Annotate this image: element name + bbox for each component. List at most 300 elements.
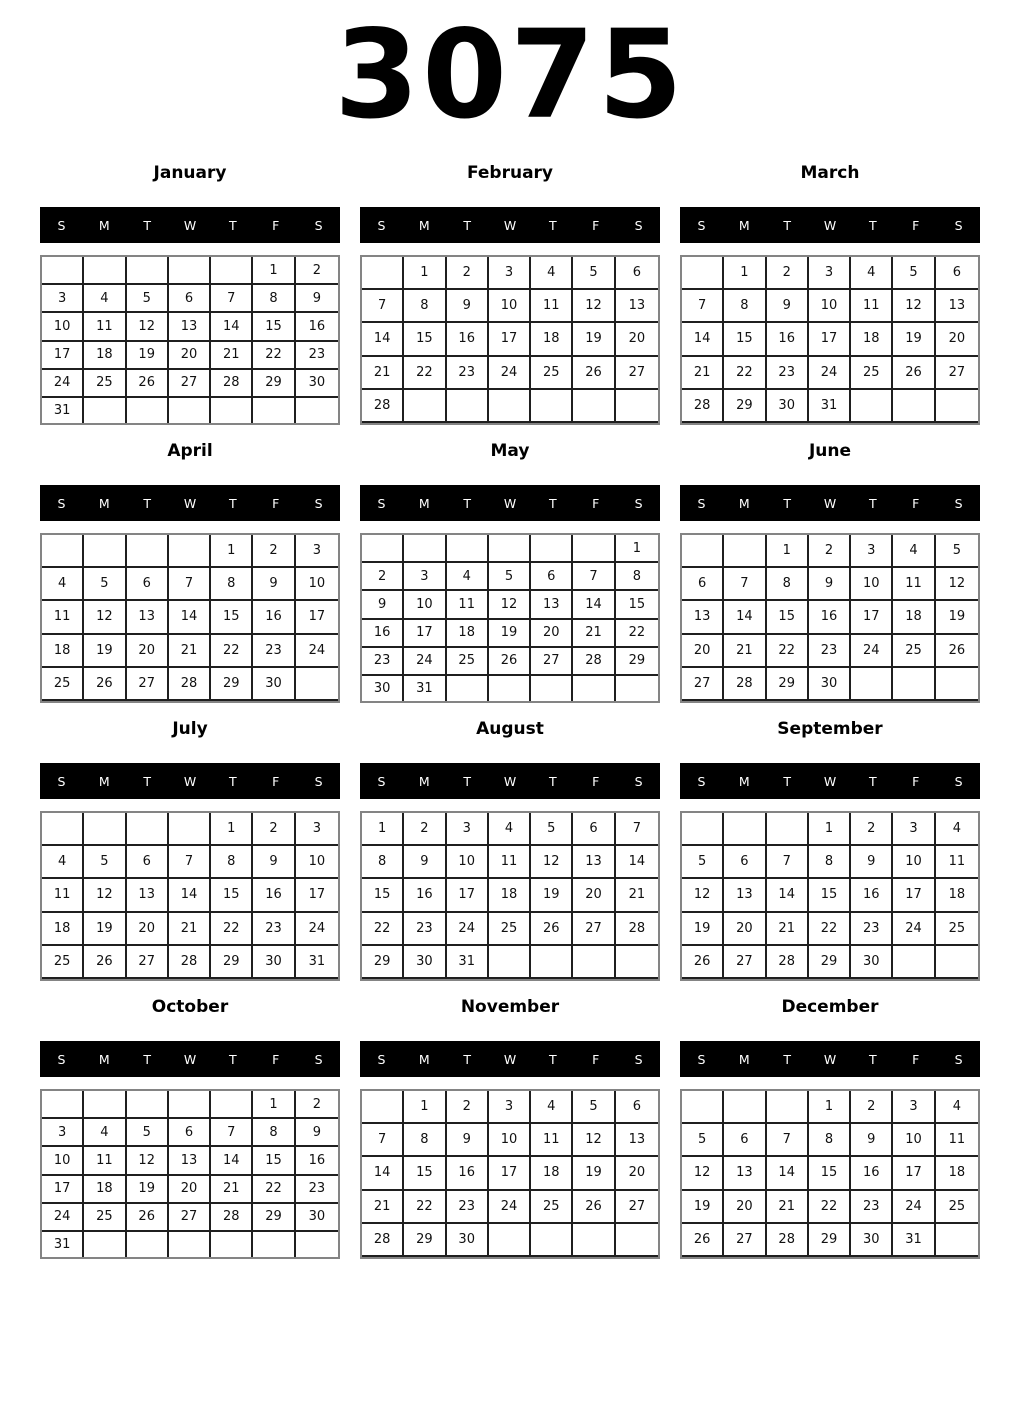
empty-day-cell	[127, 1091, 169, 1119]
day-cell: 1	[362, 813, 404, 846]
day-cell: 20	[936, 323, 978, 356]
day-cell: 22	[809, 913, 851, 946]
empty-day-cell	[682, 535, 724, 568]
days-grid	[680, 255, 980, 425]
day-cell: 24	[489, 357, 531, 390]
week-row	[42, 285, 338, 313]
day-cell: 14	[682, 323, 724, 356]
day-cell: 17	[809, 323, 851, 356]
day-cell: 8	[809, 846, 851, 879]
weekday-letter: W	[503, 1051, 517, 1067]
weekday-letter: M	[738, 773, 750, 789]
day-cell: 19	[127, 1176, 169, 1204]
empty-day-cell	[404, 535, 446, 563]
week-row	[362, 357, 658, 390]
day-cell: 3	[809, 257, 851, 290]
weekday-letter: T	[229, 1051, 237, 1067]
weekday-letter: T	[549, 217, 557, 233]
day-cell: 25	[851, 357, 893, 390]
day-cell: 14	[169, 601, 211, 634]
day-cell: 23	[767, 357, 809, 390]
weekday-header-band	[680, 485, 980, 521]
day-cell: 2	[253, 535, 295, 568]
empty-day-cell	[851, 668, 893, 701]
day-cell: 11	[531, 1124, 573, 1157]
day-cell: 24	[42, 370, 84, 398]
day-cell: 25	[84, 1204, 126, 1232]
day-cell: 20	[169, 342, 211, 370]
day-cell: 16	[851, 1157, 893, 1190]
day-cell: 24	[447, 913, 489, 946]
empty-day-cell	[42, 257, 84, 285]
day-cell: 15	[211, 879, 253, 912]
weekday-letter: S	[634, 217, 643, 233]
day-cell: 2	[362, 563, 404, 591]
day-cell: 6	[127, 568, 169, 601]
month-title: May	[490, 441, 530, 461]
day-cell: 9	[447, 290, 489, 323]
day-cell: 25	[84, 370, 126, 398]
day-cell: 4	[531, 257, 573, 290]
week-row	[42, 535, 338, 568]
day-cell: 2	[851, 1091, 893, 1124]
weekday-letter: S	[954, 217, 963, 233]
weekday-letter: S	[314, 773, 323, 789]
days-grid	[40, 255, 340, 425]
weekday-letter: M	[738, 495, 750, 511]
weekday-header-band	[40, 207, 340, 243]
day-cell: 29	[809, 946, 851, 979]
weekday-letter: S	[697, 773, 706, 789]
weekday-letter: F	[272, 495, 280, 511]
day-cell: 16	[809, 601, 851, 634]
weekday-letter: M	[98, 217, 110, 233]
week-row	[42, 1176, 338, 1204]
month-title: July	[172, 719, 208, 739]
day-cell: 12	[682, 1157, 724, 1190]
day-cell: 21	[169, 635, 211, 668]
day-cell: 1	[809, 813, 851, 846]
empty-day-cell	[84, 813, 126, 846]
day-cell: 27	[682, 668, 724, 701]
week-row	[682, 635, 978, 668]
day-cell: 22	[767, 635, 809, 668]
empty-day-cell	[893, 946, 935, 979]
days-grid	[40, 533, 340, 703]
day-cell: 8	[253, 285, 295, 313]
day-cell: 11	[84, 313, 126, 341]
day-cell: 30	[767, 390, 809, 423]
day-cell: 23	[253, 635, 295, 668]
day-cell: 31	[42, 1232, 84, 1257]
day-cell: 26	[682, 946, 724, 979]
week-row	[362, 1224, 658, 1257]
day-cell: 10	[447, 846, 489, 879]
month-may	[360, 441, 660, 703]
week-row	[42, 813, 338, 846]
week-row	[682, 568, 978, 601]
day-cell: 13	[724, 1157, 766, 1190]
day-cell: 11	[851, 290, 893, 323]
day-cell: 18	[84, 342, 126, 370]
day-cell: 13	[682, 601, 724, 634]
day-cell: 22	[616, 620, 658, 648]
day-cell: 16	[404, 879, 446, 912]
day-cell: 30	[447, 1224, 489, 1257]
weekday-letter: T	[143, 217, 151, 233]
day-cell: 31	[447, 946, 489, 979]
day-cell: 25	[42, 668, 84, 701]
weekday-letter: F	[272, 773, 280, 789]
day-cell: 15	[767, 601, 809, 634]
day-cell: 12	[682, 879, 724, 912]
weekday-header-band	[680, 763, 980, 799]
day-cell: 21	[767, 1191, 809, 1224]
day-cell: 5	[573, 1091, 615, 1124]
day-cell: 4	[851, 257, 893, 290]
month-november	[360, 997, 660, 1259]
weekday-letter: T	[869, 495, 877, 511]
day-cell: 27	[616, 1191, 658, 1224]
day-cell: 27	[573, 913, 615, 946]
day-cell: 30	[404, 946, 446, 979]
week-row	[42, 1204, 338, 1232]
day-cell: 29	[809, 1224, 851, 1257]
day-cell: 27	[724, 946, 766, 979]
day-cell: 17	[893, 1157, 935, 1190]
day-cell: 23	[296, 342, 338, 370]
weekday-letter: W	[183, 495, 197, 511]
day-cell: 20	[573, 879, 615, 912]
month-title: January	[153, 163, 227, 183]
month-title: March	[800, 163, 860, 183]
day-cell: 11	[84, 1147, 126, 1175]
day-cell: 16	[362, 620, 404, 648]
days-grid	[680, 533, 980, 703]
weekday-header-band	[40, 485, 340, 521]
day-cell: 27	[169, 370, 211, 398]
day-cell: 31	[42, 398, 84, 423]
weekday-letter: W	[823, 1051, 837, 1067]
day-cell: 2	[447, 257, 489, 290]
month-title: September	[777, 719, 883, 739]
day-cell: 12	[573, 1124, 615, 1157]
day-cell: 4	[42, 846, 84, 879]
empty-day-cell	[489, 535, 531, 563]
day-cell: 15	[253, 1147, 295, 1175]
day-cell: 29	[767, 668, 809, 701]
empty-day-cell	[573, 946, 615, 979]
day-cell: 4	[84, 1119, 126, 1147]
day-cell: 17	[42, 342, 84, 370]
week-row	[362, 1157, 658, 1190]
day-cell: 9	[851, 1124, 893, 1157]
day-cell: 6	[169, 285, 211, 313]
day-cell: 23	[362, 648, 404, 676]
week-row	[362, 591, 658, 619]
weekday-letter: T	[549, 495, 557, 511]
day-cell: 19	[531, 879, 573, 912]
day-cell: 25	[531, 1191, 573, 1224]
day-cell: 21	[682, 357, 724, 390]
week-row	[682, 323, 978, 356]
week-row	[42, 879, 338, 912]
week-row	[362, 323, 658, 356]
weekday-letter: S	[377, 495, 386, 511]
day-cell: 20	[616, 1157, 658, 1190]
day-cell: 16	[253, 601, 295, 634]
day-cell: 15	[616, 591, 658, 619]
day-cell: 17	[489, 323, 531, 356]
day-cell: 17	[893, 879, 935, 912]
empty-day-cell	[893, 390, 935, 423]
week-row	[42, 1147, 338, 1175]
day-cell: 2	[809, 535, 851, 568]
day-cell: 30	[851, 1224, 893, 1257]
day-cell: 29	[253, 1204, 295, 1232]
day-cell: 15	[809, 879, 851, 912]
day-cell: 9	[809, 568, 851, 601]
day-cell: 22	[724, 357, 766, 390]
empty-day-cell	[169, 813, 211, 846]
day-cell: 11	[489, 846, 531, 879]
day-cell: 18	[42, 913, 84, 946]
week-row	[682, 668, 978, 701]
day-cell: 7	[767, 1124, 809, 1157]
day-cell: 30	[296, 370, 338, 398]
empty-day-cell	[682, 813, 724, 846]
day-cell: 14	[767, 1157, 809, 1190]
weekday-letter: S	[57, 1051, 66, 1067]
week-row	[42, 370, 338, 398]
empty-day-cell	[84, 398, 126, 423]
day-cell: 17	[404, 620, 446, 648]
day-cell: 28	[169, 668, 211, 701]
day-cell: 17	[296, 879, 338, 912]
day-cell: 11	[42, 879, 84, 912]
day-cell: 15	[724, 323, 766, 356]
day-cell: 7	[211, 285, 253, 313]
empty-day-cell	[127, 535, 169, 568]
day-cell: 12	[489, 591, 531, 619]
day-cell: 21	[573, 620, 615, 648]
week-row	[682, 913, 978, 946]
weekday-letter: T	[783, 1051, 791, 1067]
day-cell: 3	[851, 535, 893, 568]
day-cell: 7	[616, 813, 658, 846]
empty-day-cell	[169, 1232, 211, 1257]
day-cell: 5	[84, 846, 126, 879]
days-grid	[360, 533, 660, 703]
weekday-letter: W	[503, 217, 517, 233]
day-cell: 29	[616, 648, 658, 676]
day-cell: 5	[682, 846, 724, 879]
weekday-letter: T	[229, 495, 237, 511]
day-cell: 23	[851, 1191, 893, 1224]
weekday-letter: M	[418, 217, 430, 233]
day-cell: 25	[489, 913, 531, 946]
day-cell: 28	[362, 390, 404, 423]
day-cell: 6	[616, 1091, 658, 1124]
day-cell: 9	[404, 846, 446, 879]
day-cell: 12	[84, 879, 126, 912]
day-cell: 4	[42, 568, 84, 601]
day-cell: 1	[616, 535, 658, 563]
week-row	[42, 913, 338, 946]
weekday-letter: W	[183, 1051, 197, 1067]
day-cell: 20	[724, 1191, 766, 1224]
day-cell: 23	[296, 1176, 338, 1204]
days-grid	[360, 255, 660, 425]
empty-day-cell	[169, 535, 211, 568]
day-cell: 13	[616, 290, 658, 323]
day-cell: 22	[253, 342, 295, 370]
day-cell: 3	[42, 1119, 84, 1147]
empty-day-cell	[169, 257, 211, 285]
day-cell: 28	[211, 1204, 253, 1232]
day-cell: 22	[211, 913, 253, 946]
weekday-letter: T	[229, 773, 237, 789]
day-cell: 14	[616, 846, 658, 879]
empty-day-cell	[489, 946, 531, 979]
day-cell: 23	[447, 1191, 489, 1224]
day-cell: 22	[362, 913, 404, 946]
day-cell: 23	[253, 913, 295, 946]
day-cell: 4	[84, 285, 126, 313]
empty-day-cell	[127, 813, 169, 846]
day-cell: 31	[404, 676, 446, 701]
day-cell: 1	[404, 1091, 446, 1124]
day-cell: 18	[531, 1157, 573, 1190]
year-title: 3075	[334, 4, 686, 146]
week-row	[42, 1232, 338, 1257]
day-cell: 18	[531, 323, 573, 356]
weekday-header-band	[360, 207, 660, 243]
weekday-letter: T	[143, 1051, 151, 1067]
day-cell: 25	[42, 946, 84, 979]
day-cell: 5	[682, 1124, 724, 1157]
day-cell: 3	[404, 563, 446, 591]
week-row	[42, 257, 338, 285]
week-row	[42, 846, 338, 879]
week-row	[362, 257, 658, 290]
day-cell: 18	[489, 879, 531, 912]
empty-day-cell	[573, 535, 615, 563]
week-row	[362, 563, 658, 591]
day-cell: 7	[169, 846, 211, 879]
day-cell: 31	[296, 946, 338, 979]
month-title: August	[476, 719, 544, 739]
day-cell: 26	[489, 648, 531, 676]
day-cell: 10	[296, 846, 338, 879]
day-cell: 3	[489, 257, 531, 290]
week-row	[682, 846, 978, 879]
day-cell: 19	[127, 342, 169, 370]
day-cell: 6	[573, 813, 615, 846]
day-cell: 4	[936, 813, 978, 846]
day-cell: 30	[253, 946, 295, 979]
day-cell: 1	[211, 535, 253, 568]
day-cell: 14	[767, 879, 809, 912]
day-cell: 10	[42, 1147, 84, 1175]
day-cell: 15	[404, 1157, 446, 1190]
week-row	[42, 313, 338, 341]
weekday-letter: T	[783, 217, 791, 233]
day-cell: 1	[809, 1091, 851, 1124]
weekday-letter: T	[549, 773, 557, 789]
day-cell: 13	[127, 601, 169, 634]
day-cell: 25	[531, 357, 573, 390]
day-cell: 10	[893, 1124, 935, 1157]
day-cell: 17	[296, 601, 338, 634]
day-cell: 24	[893, 1191, 935, 1224]
day-cell: 18	[84, 1176, 126, 1204]
weekday-letter: S	[697, 1051, 706, 1067]
week-row	[682, 357, 978, 390]
day-cell: 27	[936, 357, 978, 390]
weekday-letter: W	[503, 773, 517, 789]
weekday-letter: T	[463, 773, 471, 789]
day-cell: 9	[851, 846, 893, 879]
week-row	[682, 390, 978, 423]
days-grid	[680, 811, 980, 981]
day-cell: 19	[489, 620, 531, 648]
empty-day-cell	[616, 676, 658, 701]
day-cell: 3	[296, 535, 338, 568]
weekday-letter: F	[592, 495, 600, 511]
day-cell: 10	[809, 290, 851, 323]
empty-day-cell	[531, 390, 573, 423]
day-cell: 28	[724, 668, 766, 701]
day-cell: 26	[84, 668, 126, 701]
day-cell: 21	[616, 879, 658, 912]
empty-day-cell	[724, 1091, 766, 1124]
week-row	[682, 1091, 978, 1124]
weekday-letter: S	[377, 1051, 386, 1067]
day-cell: 8	[616, 563, 658, 591]
month-title: November	[460, 997, 560, 1017]
weekday-letter: F	[592, 1051, 600, 1067]
day-cell: 13	[573, 846, 615, 879]
weekday-letter: T	[869, 773, 877, 789]
day-cell: 4	[531, 1091, 573, 1124]
weekday-letter: F	[272, 1051, 280, 1067]
day-cell: 2	[851, 813, 893, 846]
week-row	[362, 535, 658, 563]
weekday-letter: T	[143, 773, 151, 789]
day-cell: 30	[851, 946, 893, 979]
week-row	[362, 946, 658, 979]
empty-day-cell	[362, 1091, 404, 1124]
day-cell: 26	[936, 635, 978, 668]
day-cell: 4	[893, 535, 935, 568]
weekday-letter: W	[823, 773, 837, 789]
day-cell: 23	[447, 357, 489, 390]
day-cell: 24	[296, 913, 338, 946]
weekday-header-band	[680, 207, 980, 243]
week-row	[42, 635, 338, 668]
empty-day-cell	[936, 1224, 978, 1257]
days-grid	[680, 1089, 980, 1259]
day-cell: 28	[767, 1224, 809, 1257]
day-cell: 11	[447, 591, 489, 619]
day-cell: 18	[447, 620, 489, 648]
weekday-letter: T	[549, 1051, 557, 1067]
day-cell: 21	[169, 913, 211, 946]
day-cell: 13	[127, 879, 169, 912]
empty-day-cell	[936, 668, 978, 701]
day-cell: 24	[893, 913, 935, 946]
